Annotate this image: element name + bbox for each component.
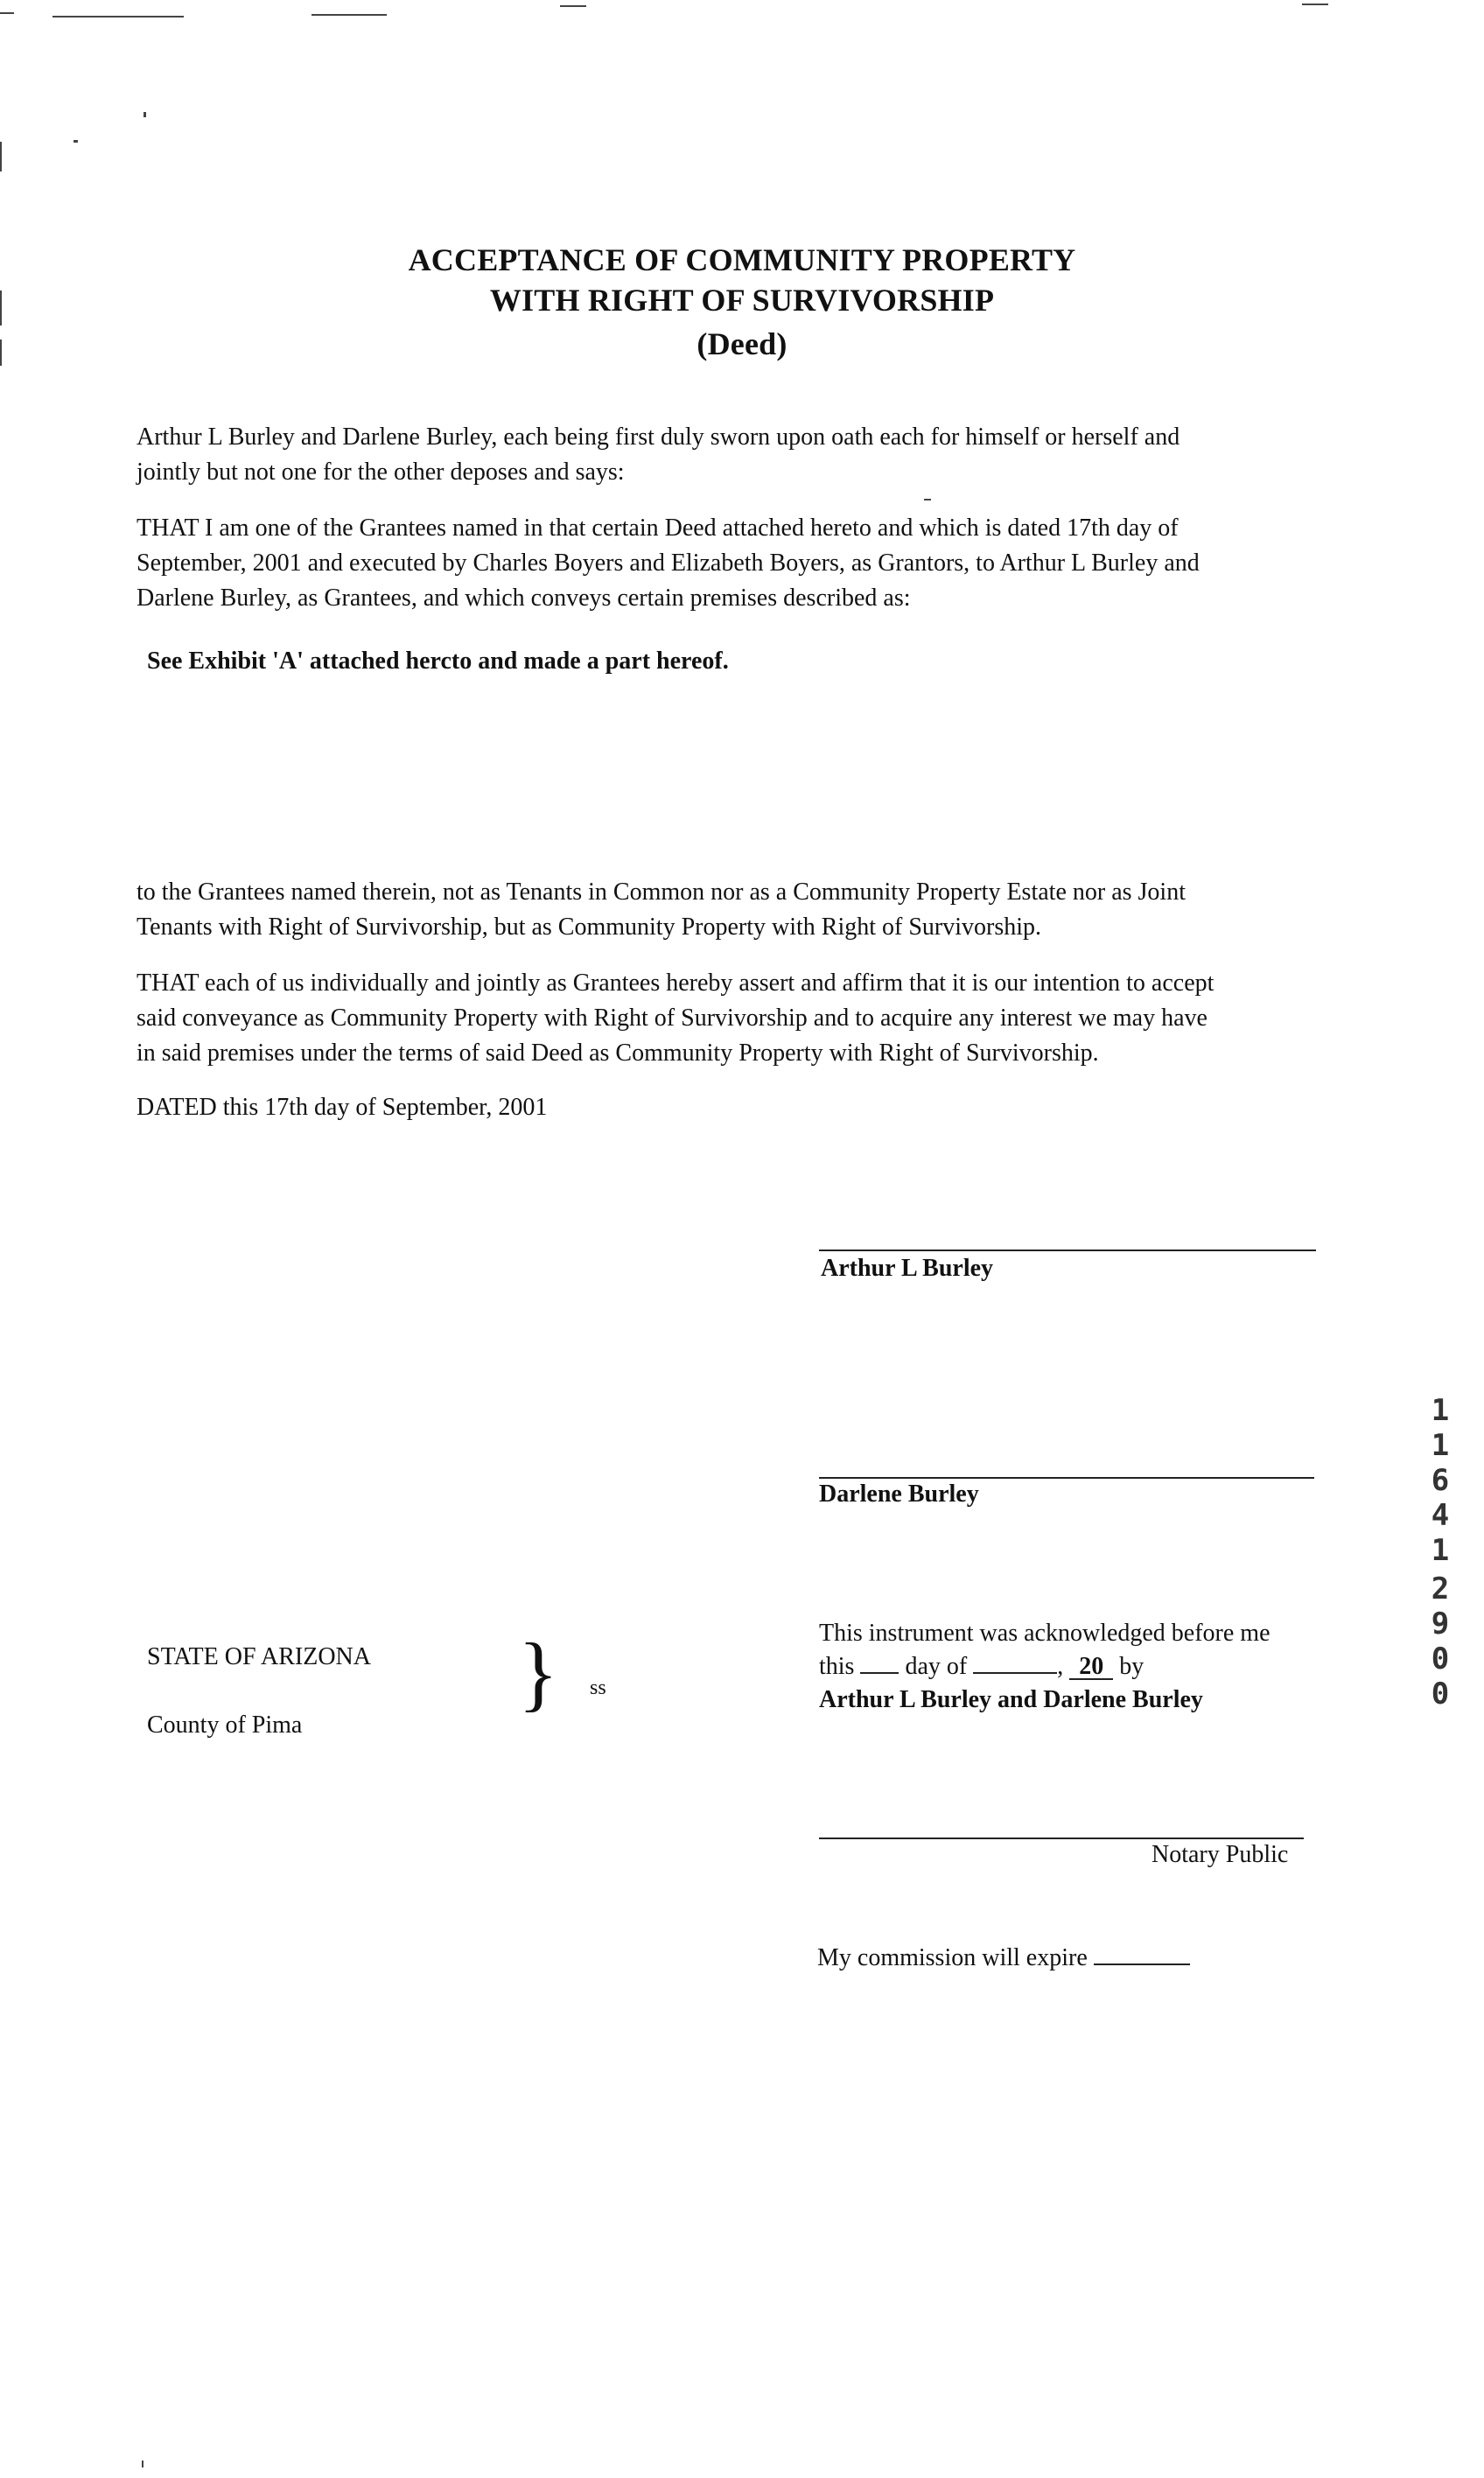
scan-artifact-dot <box>142 2460 144 2468</box>
acknowledgment-block <box>819 1617 1270 1717</box>
dated-line <box>136 1090 1344 1125</box>
signer-name-darlene: Darlene Burley <box>819 1480 979 1508</box>
ack-year-field[interactable] <box>1069 1653 1113 1680</box>
scan-artifact-line <box>0 12 14 14</box>
stamp-digit: 6 <box>1431 1463 1450 1498</box>
to-grantees-paragraph <box>136 875 1344 945</box>
scan-artifact-dot <box>924 499 931 500</box>
stamp-digit: 2 <box>1431 1572 1450 1606</box>
document-title-line-2: WITH RIGHT OF SURVIVORSHIP <box>489 283 995 318</box>
acknowledgment-line-1: This instrument was acknowledged before me <box>819 1620 1270 1647</box>
signer-name-arthur: Arthur L Burley <box>821 1255 994 1282</box>
intro-line: Arthur L Burley and Darlene Burley, each being first duly sworn upon oath each for himself or herself and <box>136 424 1180 451</box>
grantee-line: Darlene Burley, as Grantees, and which conveys certain premises described as: <box>136 584 911 612</box>
ack-year-prefix: 20 <box>1079 1653 1104 1680</box>
ack-day-blank[interactable] <box>860 1672 899 1674</box>
notary-signature-line[interactable] <box>819 1838 1304 1839</box>
stamp-digit: 0 <box>1431 1676 1450 1712</box>
venue-state: STATE OF ARIZONA <box>147 1643 371 1670</box>
ack-names: Arthur L Burley and Darlene Burley <box>819 1686 1203 1713</box>
commission-date-blank[interactable] <box>1094 1941 1190 1965</box>
notary-public-label: Notary Public <box>1152 1841 1289 1868</box>
scan-artifact-line <box>1302 4 1328 5</box>
intro-paragraph <box>136 420 1344 490</box>
to-grantees-line: Tenants with Right of Survivorship, but as Community Property with Right of Survivorship. <box>136 914 1042 941</box>
stamp-digit: 1 <box>1431 1533 1450 1568</box>
stamp-digit: 0 <box>1431 1642 1450 1676</box>
scan-artifact-line <box>560 5 586 7</box>
affirmation-line: THAT each of us individually and jointly as Grantees hereby assert and affirm that it is our intention to accept <box>136 970 1214 997</box>
affirmation-line: said conveyance as Community Property with Right of Survivorship and to acquire any interest we may have <box>136 1004 1208 1032</box>
grantee-line: September, 2001 and executed by Charles Boyers and Elizabeth Boyers, as Grantors, to Arthur L Burley and <box>136 550 1200 577</box>
ack-day-of: day of <box>905 1653 968 1680</box>
signature-line-darlene[interactable] <box>819 1477 1314 1479</box>
ack-by-word: by <box>1119 1653 1144 1680</box>
commission-expiry <box>817 1941 1190 1972</box>
dated-text: DATED this 17th day of September, 2001 <box>136 1094 548 1121</box>
exhibit-reference: See Exhibit 'A' attached hercto and made a part hereof. <box>147 648 729 675</box>
affirmation-line: in said premises under the terms of said Deed as Community Property with Right of Survivorship. <box>136 1040 1099 1067</box>
scan-artifact-line <box>52 16 184 18</box>
stamp-digit: 1 <box>1431 1428 1450 1463</box>
grantee-line: THAT I am one of the Grantees named in that certain Deed attached hereto and which is dated 17th day of <box>136 514 1179 542</box>
document-title-line-1: ACCEPTANCE OF COMMUNITY PROPERTY <box>408 242 1076 277</box>
signature-line-arthur[interactable] <box>819 1250 1316 1251</box>
commission-label: My commission will expire <box>817 1944 1088 1971</box>
recording-stamp-number-top <box>1423 1393 1458 1568</box>
scan-artifact-line <box>312 14 387 16</box>
grantee-paragraph <box>136 511 1344 616</box>
stamp-digit: 4 <box>1431 1498 1450 1533</box>
ack-this-word: this <box>819 1653 855 1680</box>
acknowledgment-line-2 <box>819 1650 1270 1684</box>
ack-month-blank[interactable] <box>973 1672 1057 1674</box>
document-title-line-3: (Deed) <box>696 326 788 361</box>
stamp-digit: 9 <box>1431 1606 1450 1642</box>
stamp-digit: 1 <box>1431 1393 1450 1428</box>
scan-artifact-dot <box>144 112 146 117</box>
recording-stamp-number-bottom <box>1423 1572 1458 1712</box>
venue-brace: } <box>518 1626 559 1719</box>
to-grantees-line: to the Grantees named therein, not as Tenants in Common nor as a Community Property Estate nor as Joint <box>136 878 1186 906</box>
ack-comma: , <box>1057 1653 1064 1680</box>
scan-artifact-line <box>0 142 2 172</box>
scan-artifact-dot <box>74 140 78 143</box>
venue-county: County of Pima <box>147 1712 303 1739</box>
venue-ss: ss <box>590 1676 606 1699</box>
intro-line: jointly but not one for the other deposes and says: <box>136 458 625 486</box>
affirmation-paragraph <box>136 966 1344 1071</box>
